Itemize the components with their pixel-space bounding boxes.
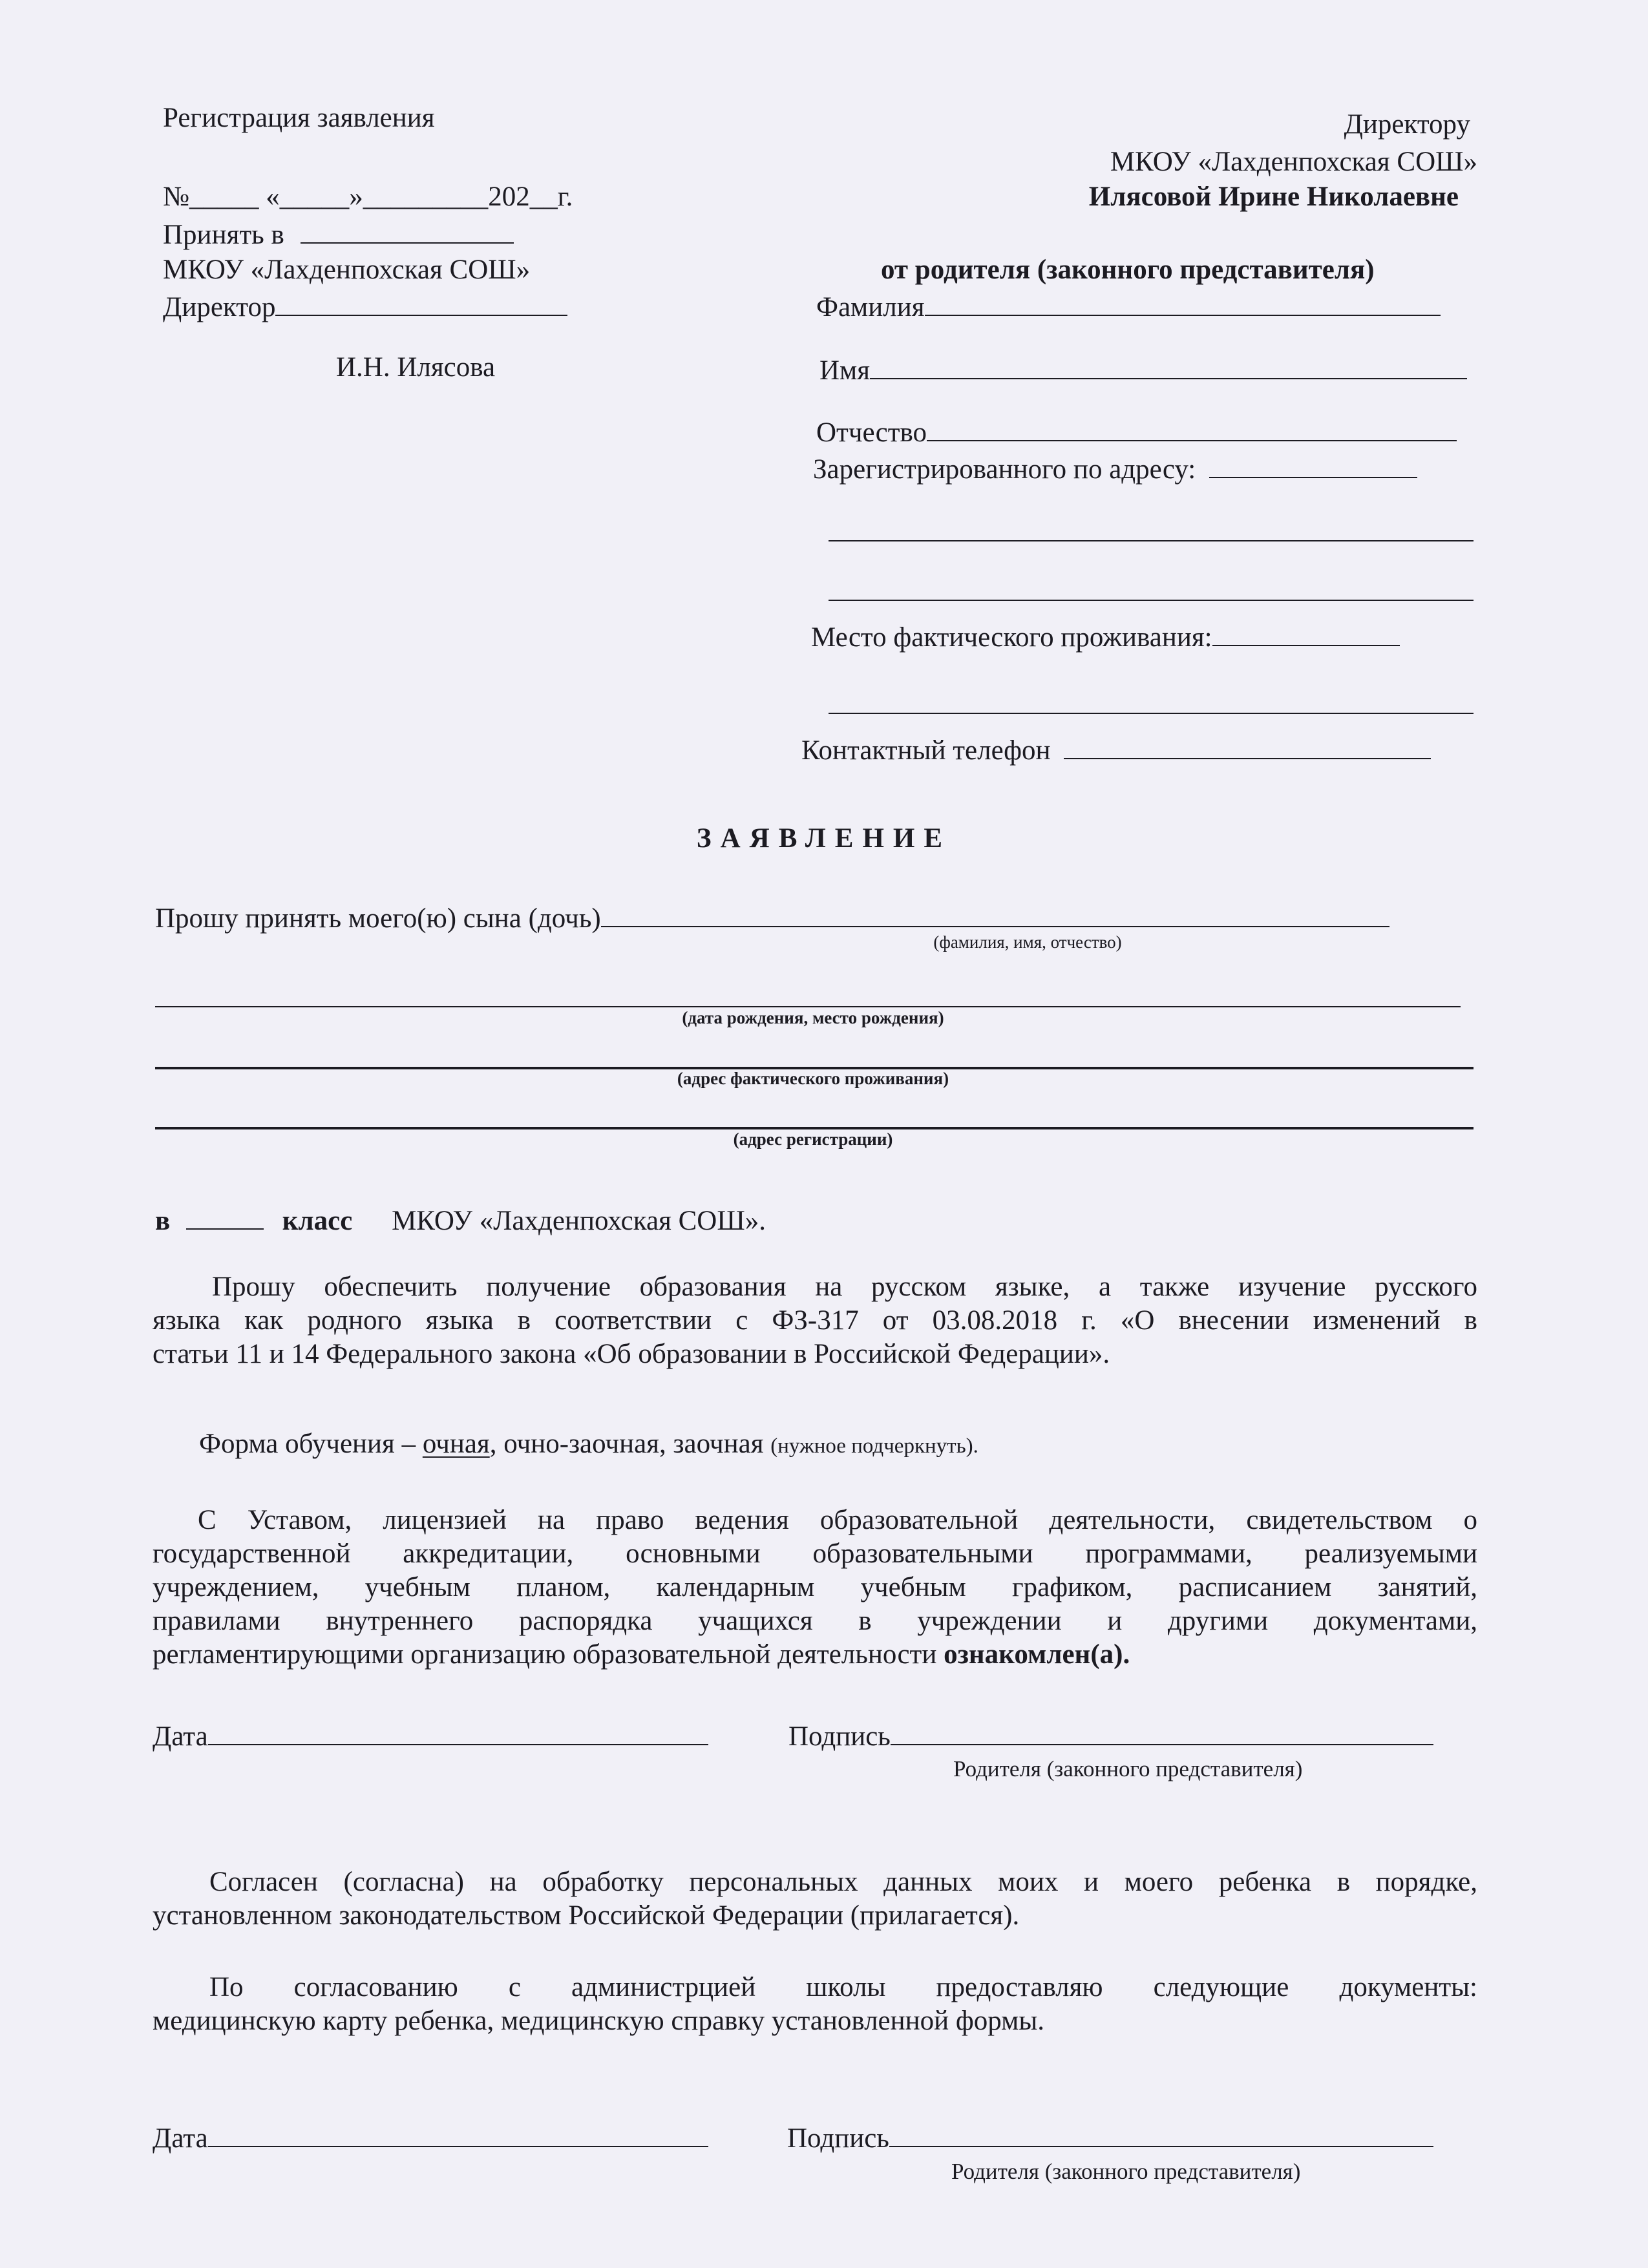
addressee-name: Илясовой Ирине Николаевне xyxy=(1088,182,1459,212)
class-word: класс xyxy=(282,1206,353,1236)
request-row xyxy=(155,901,1389,934)
name-row xyxy=(819,353,1467,386)
registered-address-line-3[interactable] xyxy=(829,600,1474,601)
date-label-1: Дата xyxy=(153,1721,208,1752)
registration-title: Регистрация заявления xyxy=(163,103,435,133)
phone-row xyxy=(801,733,1431,766)
charter-line-5 xyxy=(153,1638,1477,1672)
patronymic-input[interactable] xyxy=(927,415,1457,441)
child-birth-input[interactable] xyxy=(155,1006,1461,1007)
language-paragraph xyxy=(153,1270,1477,1371)
name-label: Имя xyxy=(819,355,871,386)
caption-reg-address: (адрес регистрации) xyxy=(733,1129,893,1149)
signature-label-2: Подпись xyxy=(787,2123,889,2154)
signature-label-1: Подпись xyxy=(788,1721,891,1752)
study-form-prefix: Форма обучения – xyxy=(199,1429,423,1459)
caption-fio: (фамилия, имя, отчество) xyxy=(933,932,1122,952)
actual-address-label: Место фактического проживания: xyxy=(811,622,1212,653)
phone-label: Контактный телефон xyxy=(801,735,1051,766)
documents-paragraph xyxy=(153,1971,1477,2038)
registration-number-line: №_____ «_____»_________202__г. xyxy=(163,182,573,212)
name-input[interactable] xyxy=(870,353,1467,379)
registration-director-signature-blank[interactable] xyxy=(275,290,567,316)
charter-line-5-text: регламентирующими организацию образовательной деятельности xyxy=(153,1639,944,1670)
registration-accepted-label: Принять в xyxy=(163,220,284,250)
patronymic-row xyxy=(816,415,1457,448)
actual-address-line-2[interactable] xyxy=(829,713,1474,714)
class-prefix: в xyxy=(155,1206,171,1236)
study-form-row xyxy=(199,1428,978,1460)
documents-line-2: медицинскую карту ребенка, медицинскую справку установленной формы. xyxy=(153,2006,1044,2036)
registration-director-row xyxy=(163,290,567,323)
addressee-school: МКОУ «Лахденпохская СОШ» xyxy=(1110,147,1477,177)
date-input-1[interactable] xyxy=(208,1719,708,1745)
request-text: Прошу принять моего(ю) сына (дочь) xyxy=(155,903,601,934)
language-line-2: языка как родного языка в соответствии с ФЗ-317 от 03.08.2018 г. «О внесении изменений в xyxy=(153,1305,1477,1336)
class-number-input[interactable] xyxy=(186,1204,264,1230)
charter-line-3: учреждением, учебным планом, календарным учебным графиком, расписанием занятий, xyxy=(153,1572,1477,1602)
study-form-ochnaya[interactable]: очная xyxy=(422,1429,490,1459)
surname-label: Фамилия xyxy=(816,292,925,322)
caption-birth: (дата рождения, место рождения) xyxy=(682,1008,944,1027)
registration-accepted-blank[interactable] xyxy=(301,218,514,244)
registration-school: МКОУ «Лахденпохская СОШ» xyxy=(163,255,531,285)
registration-accepted-row xyxy=(163,218,514,251)
signature-input-1[interactable] xyxy=(891,1719,1433,1745)
addressee-to: Директору xyxy=(1344,109,1470,140)
phone-input[interactable] xyxy=(1064,733,1431,759)
consent-line-1: Согласен (согласна) на обработку персональных данных моих и моего ребенка в порядке, xyxy=(209,1867,1477,1897)
study-form-note: (нужное подчеркнуть). xyxy=(770,1434,978,1458)
class-row xyxy=(155,1204,766,1237)
registration-director-label: Директор xyxy=(163,292,276,322)
patronymic-label: Отчество xyxy=(816,417,927,448)
caption-actual-address: (адрес фактического проживания) xyxy=(677,1069,949,1088)
addressee-from: от родителя (законного представителя) xyxy=(881,255,1375,285)
actual-address-input[interactable] xyxy=(1212,620,1400,646)
language-line-3: статьи 11 и 14 Федерального закона «Об образовании в Российской Федерации». xyxy=(153,1339,1110,1369)
child-fio-input[interactable] xyxy=(601,901,1389,927)
class-school: МКОУ «Лахденпохская СОШ». xyxy=(392,1206,766,1236)
date-row-1 xyxy=(153,1719,708,1752)
charter-line-4: правилами внутреннего распорядка учащихся в учреждении и другими документами, xyxy=(153,1606,1477,1636)
signature-caption-1: Родителя (законного представителя) xyxy=(953,1756,1303,1781)
documents-line-1: По согласованию с администрцией школы предоставляю следующие документы: xyxy=(209,1972,1477,2002)
date-input-2[interactable] xyxy=(208,2121,708,2147)
registered-address-label: Зарегистрированного по адресу: xyxy=(813,454,1196,485)
registered-address-input[interactable] xyxy=(1209,452,1417,478)
surname-input[interactable] xyxy=(925,290,1441,316)
signature-input-2[interactable] xyxy=(889,2121,1433,2147)
signature-row-2 xyxy=(787,2121,1433,2154)
study-form-rest: , очно-заочная, заочная xyxy=(489,1429,771,1459)
consent-paragraph xyxy=(153,1865,1477,1933)
document-title: ЗАЯВЛЕНИЕ xyxy=(696,823,952,854)
signature-row-1 xyxy=(788,1719,1433,1752)
registered-address-line-2[interactable] xyxy=(829,540,1474,541)
registration-director-name: И.Н. Илясова xyxy=(336,352,496,383)
language-line-1: Прошу обеспечить получение образования на русском языке, а также изучение русского xyxy=(212,1272,1477,1302)
charter-line-1: С Уставом, лицензией на право ведения образовательной деятельности, свидетельством о xyxy=(198,1505,1477,1535)
date-label-2: Дата xyxy=(153,2123,208,2154)
charter-paragraph xyxy=(153,1504,1477,1672)
charter-acknowledged: ознакомлен(а). xyxy=(944,1639,1130,1670)
date-row-2 xyxy=(153,2121,708,2154)
surname-row xyxy=(816,290,1441,323)
charter-line-2: государственной аккредитации, основными образовательными программами, реализуемыми xyxy=(153,1538,1477,1569)
signature-caption-2: Родителя (законного представителя) xyxy=(951,2159,1301,2184)
registered-address-row xyxy=(813,452,1417,485)
consent-line-2: установленном законодательством Российской Федерации (прилагается). xyxy=(153,1900,1020,1931)
actual-address-row xyxy=(811,620,1400,653)
